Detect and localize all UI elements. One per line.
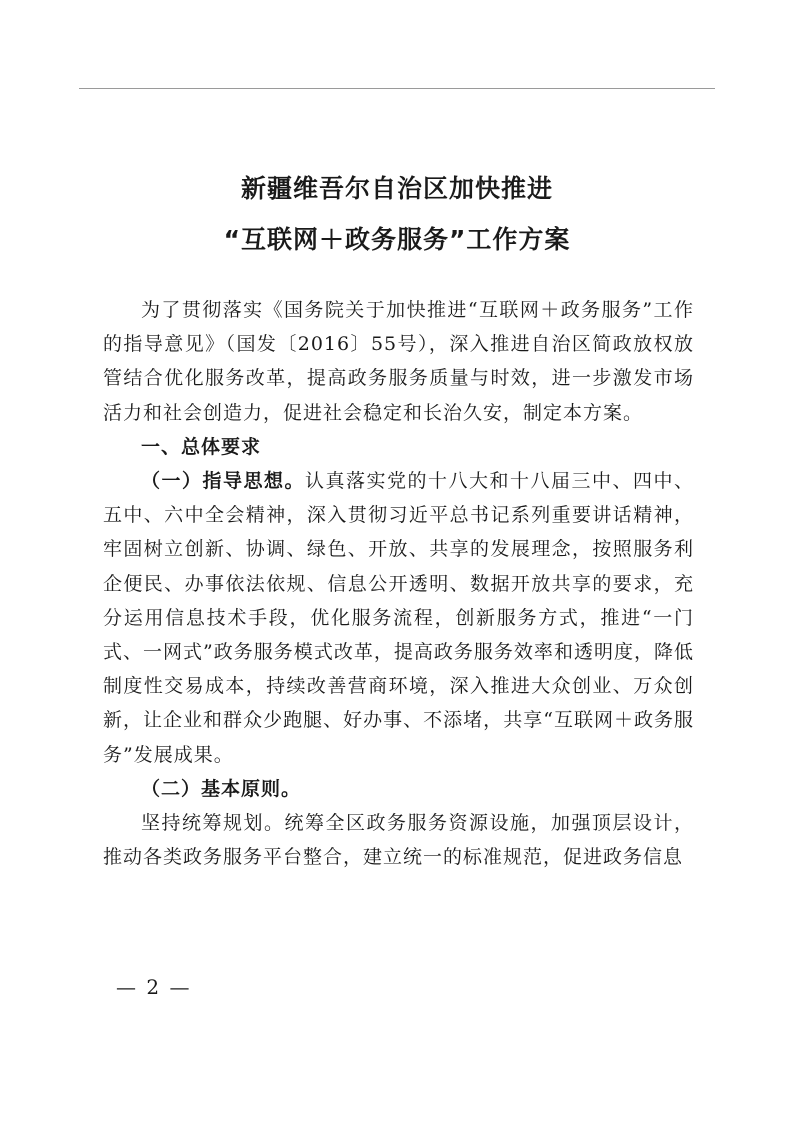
guiding-ideology-paragraph bbox=[103, 464, 694, 772]
principle-overall-planning-label: 坚持统筹规划。 bbox=[141, 812, 285, 835]
page-number: — 2 — bbox=[116, 975, 192, 999]
guiding-ideology-label: （一）指导思想。 bbox=[141, 470, 305, 493]
intro-paragraph: 为了贯彻落实《国务院关于加快推进“互联网＋政务服务”工作的指导意见》（国发〔2016〕55号），深入推进自治区简政放权放管结合优化服务改革，提高政务服务质量与时效，进一步激发市场活力和社会创造力，促进社会稳定和长治久安，制定本方案。 bbox=[103, 299, 694, 424]
document-body bbox=[103, 293, 694, 874]
principle-overall-planning-text: 统筹全区政务服务资源设施，加强顶层设计，推动各类政务服务平台整合，建立统一的标准规范，促进政务信息 bbox=[103, 812, 694, 869]
document-title-line-1: 新疆维吾尔自治区加快推进 bbox=[240, 174, 553, 203]
basic-principles-heading bbox=[103, 772, 694, 806]
header-rule bbox=[79, 88, 715, 89]
document-title-line-2: “互联网＋政务服务”工作方案 bbox=[223, 225, 571, 254]
principle-overall-planning-paragraph bbox=[103, 806, 694, 874]
section-heading-general-requirements: 一、总体要求 bbox=[141, 435, 262, 458]
guiding-ideology-text: 认真落实党的十八大和十八届三中、四中、五中、六中全会精神，深入贯彻习近平总书记系列重要讲话精神，牢固树立创新、协调、绿色、开放、共享的发展理念，按照服务利企便民、办事依法依规、信息公开透明、数据开放共享的要求，充分运用信息技术手段，优化服务流程，创新服务方式，推进“一门式、一网式”政务服务模式改革，提高政务服务效率和透明度，降低制度性交易成本，持续改善营商环境，深入推进大众创业、万众创新，让企业和群众少跑腿、好办事、不添堵，共享“互联网＋政务服务”发展成果。 bbox=[103, 470, 694, 766]
basic-principles-label: （二）基本原则。 bbox=[141, 777, 302, 800]
